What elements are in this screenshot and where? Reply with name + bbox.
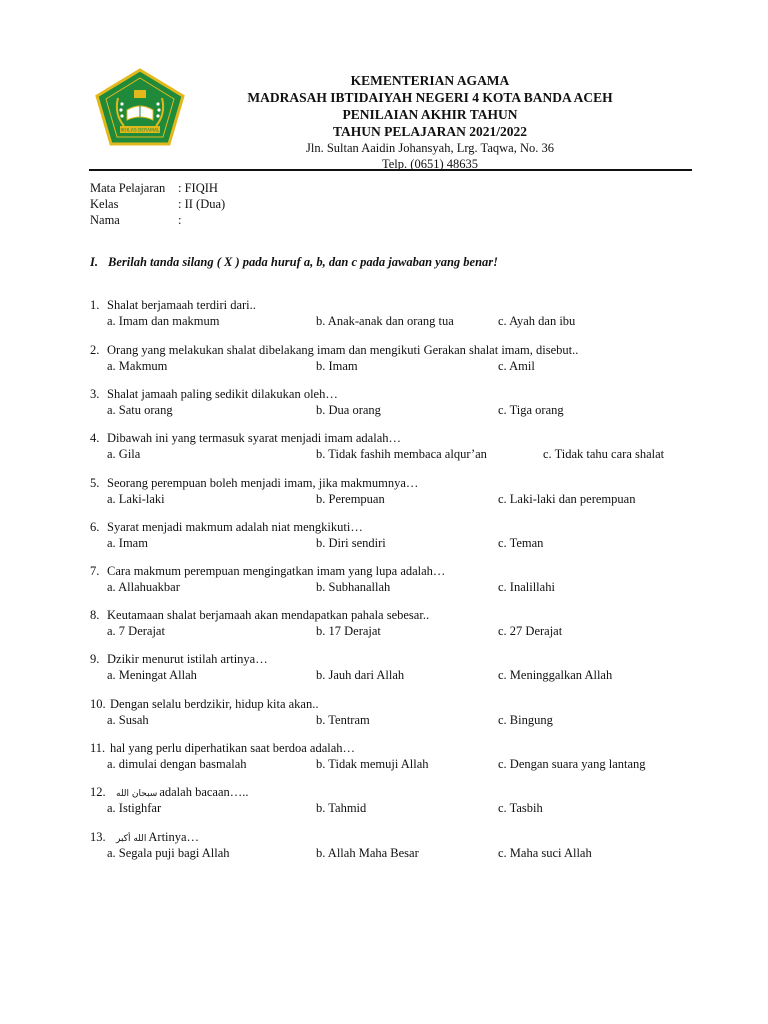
question-item	[90, 297, 710, 329]
question-item	[90, 386, 710, 418]
question-stem	[90, 297, 710, 313]
school-address: Jln. Sultan Aaidin Johansyah, Lrg. Taqwa, No. 36	[306, 141, 554, 155]
question-stem	[90, 563, 710, 579]
option-c[interactable]: c. Laki-laki dan perempuan	[498, 492, 636, 506]
option-c[interactable]: c. Meninggalkan Allah	[498, 668, 613, 682]
question-number: 9.	[90, 652, 100, 666]
option-a[interactable]: a. Imam	[107, 536, 148, 550]
section-number: I.	[90, 255, 98, 269]
option-a[interactable]: a. Istighfar	[107, 801, 162, 815]
question-item	[90, 651, 710, 683]
option-c[interactable]: c. Bingung	[498, 713, 553, 727]
question-number: 3.	[90, 387, 100, 401]
question-item	[90, 475, 710, 507]
document-header	[170, 72, 690, 172]
question-text: hal yang perlu diperhatikan saat berdoa adalah…	[110, 741, 356, 755]
option-b[interactable]: b. Subhanallah	[316, 580, 391, 594]
section-instruction	[90, 255, 498, 270]
question-number: 5.	[90, 476, 100, 490]
instruction-text: Berilah tanda silang ( X ) pada huruf a, b, dan c pada jawaban yang benar!	[108, 255, 498, 269]
answer-options	[90, 579, 710, 595]
identity-label: Kelas	[90, 197, 119, 211]
option-c[interactable]: c. Dengan suara yang lantang	[498, 757, 646, 771]
answer-options	[90, 623, 710, 639]
school-phone: Telp. (0651) 48635	[382, 157, 478, 171]
identity-value: : FIQIH	[178, 181, 218, 195]
question-text: Keutamaan shalat berjamaah akan mendapatkan pahala sebesar..	[107, 608, 430, 622]
question-stem	[90, 475, 710, 491]
arabic-phrase: سبحان الله	[116, 789, 158, 799]
option-c[interactable]: c. Inalillahi	[498, 580, 555, 594]
option-a[interactable]: a. Susah	[107, 713, 149, 727]
answer-options	[90, 313, 710, 329]
question-stem	[90, 696, 710, 712]
identity-value: :	[178, 213, 182, 227]
answer-options	[90, 446, 710, 462]
arabic-phrase: الله أكبر	[116, 834, 147, 844]
question-item	[90, 342, 710, 374]
exam-name: PENILAIAN AKHIR TAHUN	[342, 107, 518, 122]
option-a[interactable]: a. Allahuakbar	[107, 580, 180, 594]
question-item	[90, 607, 710, 639]
question-number: 7.	[90, 564, 100, 578]
question-stem	[90, 651, 710, 667]
option-c[interactable]: c. Tidak tahu cara shalat	[543, 447, 665, 461]
answer-options	[90, 800, 710, 816]
option-a[interactable]: a. Gila	[107, 447, 141, 461]
question-stem	[90, 829, 710, 845]
answer-options	[90, 358, 710, 374]
question-number: 12.	[90, 785, 106, 799]
question-number: 1.	[90, 298, 100, 312]
question-stem	[90, 430, 710, 446]
answer-options	[90, 845, 710, 861]
option-a[interactable]: a. Satu orang	[107, 403, 173, 417]
answer-options	[90, 402, 710, 418]
option-a[interactable]: a. Makmum	[107, 359, 168, 373]
option-a[interactable]: a. Meningat Allah	[107, 668, 197, 682]
question-number: 8.	[90, 608, 100, 622]
question-text: Dzikir menurut istilah artinya…	[107, 652, 268, 666]
answer-options	[90, 712, 710, 728]
academic-year: TAHUN PELAJARAN 2021/2022	[332, 124, 527, 139]
option-c[interactable]: c. 27 Derajat	[498, 624, 563, 638]
question-number: 6.	[90, 520, 100, 534]
question-text: Syarat menjadi makmum adalah niat mengkikuti…	[107, 520, 363, 534]
question-text: Dibawah ini yang termasuk syarat menjadi imam adalah…	[107, 431, 402, 445]
answer-options	[90, 491, 710, 507]
identity-label: Nama	[90, 213, 120, 227]
ministry-name: KEMENTERIAN AGAMA	[350, 73, 510, 88]
question-text: Dengan selalu berdzikir, hidup kita akan..	[110, 697, 319, 711]
option-a[interactable]: a. Segala puji bagi Allah	[107, 846, 230, 860]
question-text: Orang yang melakukan shalat dibelakang imam dan mengikuti Gerakan shalat imam, disebut..	[107, 343, 579, 357]
option-c[interactable]: c. Tasbih	[498, 801, 543, 815]
question-stem	[90, 342, 710, 358]
answer-options	[90, 756, 710, 772]
question-number: 13.	[90, 830, 106, 844]
question-number: 11.	[90, 741, 106, 755]
option-b[interactable]: b. Jauh dari Allah	[316, 668, 405, 682]
option-a[interactable]: a. Laki-laki	[107, 492, 165, 506]
option-c[interactable]: c. Amil	[498, 359, 535, 373]
option-c[interactable]: c. Ayah dan ibu	[498, 314, 576, 328]
option-b[interactable]: b. Perempuan	[316, 492, 385, 506]
option-b[interactable]: b. Tahmid	[316, 801, 367, 815]
option-b[interactable]: b. Imam	[316, 359, 358, 373]
option-c[interactable]: c. Teman	[498, 536, 544, 550]
question-stem	[90, 519, 710, 535]
question-stem	[90, 740, 710, 756]
logo-ribbon-text: IKHLAS BERAMAL	[120, 128, 160, 134]
option-a[interactable]: a. dimulai dengan basmalah	[107, 757, 247, 771]
answer-options	[90, 535, 710, 551]
option-b[interactable]: b. 17 Derajat	[316, 624, 381, 638]
question-text: Artinya…	[148, 830, 200, 844]
identity-value: : II (Dua)	[178, 197, 226, 211]
question-text: Cara makmum perempuan mengingatkan imam yang lupa adalah…	[107, 564, 446, 578]
question-text: Shalat jamaah paling sedikit dilakukan oleh…	[107, 387, 338, 401]
option-b[interactable]: b. Dua orang	[316, 403, 381, 417]
question-number: 4.	[90, 431, 100, 445]
question-item	[90, 430, 710, 462]
question-item	[90, 563, 710, 595]
option-b[interactable]: b. Tidak fashih membaca alqur’an	[316, 447, 487, 461]
header-divider	[89, 169, 692, 171]
question-stem	[90, 386, 710, 402]
option-c[interactable]: c. Maha suci Allah	[498, 846, 592, 860]
question-item	[90, 784, 710, 816]
question-item	[90, 696, 710, 728]
question-stem	[90, 784, 710, 800]
question-item	[90, 519, 710, 551]
option-b[interactable]: b. Anak-anak dan orang tua	[316, 314, 454, 328]
question-item	[90, 740, 710, 772]
option-c[interactable]: c. Tiga orang	[498, 403, 564, 417]
identity-label: Mata Pelajaran	[90, 181, 166, 195]
question-stem	[90, 607, 710, 623]
question-text: adalah bacaan…..	[159, 785, 249, 799]
option-b[interactable]: b. Tidak memuji Allah	[316, 757, 429, 771]
option-a[interactable]: a. 7 Derajat	[107, 624, 165, 638]
question-number: 2.	[90, 343, 100, 357]
school-name: MADRASAH IBTIDAIYAH NEGERI 4 KOTA BANDA ACEH	[247, 90, 613, 105]
option-a[interactable]: a. Imam dan makmum	[107, 314, 220, 328]
question-number: 10.	[90, 697, 106, 711]
option-b[interactable]: b. Allah Maha Besar	[316, 846, 419, 860]
question-text: Seorang perempuan boleh menjadi imam, jika makmumnya…	[107, 476, 419, 490]
option-b[interactable]: b. Tentram	[316, 713, 370, 727]
option-b[interactable]: b. Diri sendiri	[316, 536, 386, 550]
answer-options	[90, 667, 710, 683]
question-text: Shalat berjamaah terdiri dari..	[107, 298, 256, 312]
question-item	[90, 829, 710, 861]
